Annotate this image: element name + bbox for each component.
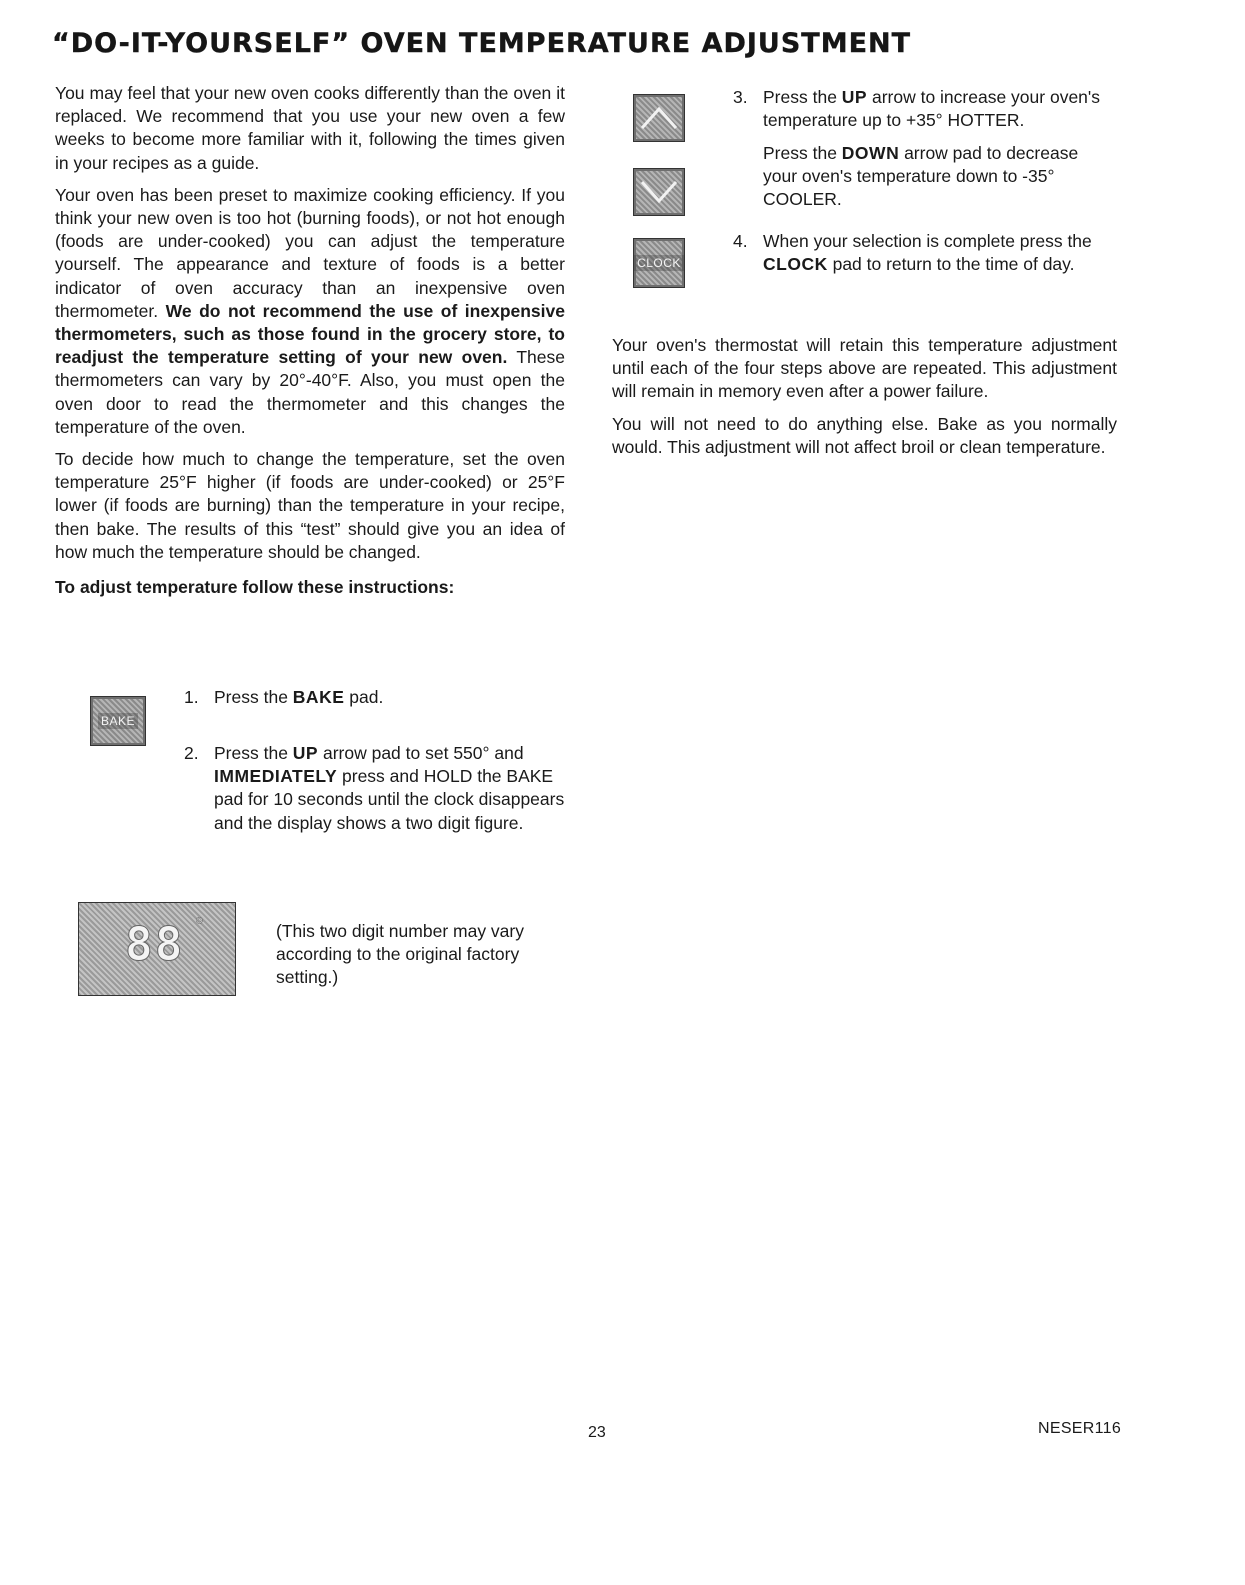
- step-3-number: 3.: [733, 87, 748, 107]
- step-4-text: When your selection is complete press the CLOCK pad to return to the time of day.: [763, 231, 1092, 275]
- up-arrow-pad-icon: [633, 94, 685, 142]
- down-arrow-pad-icon: [633, 168, 685, 216]
- up-arrow-icon: [639, 105, 679, 131]
- instructions-heading: To adjust temperature follow these instructions:: [55, 577, 455, 598]
- page-number: 23: [588, 1424, 606, 1441]
- bake-pad-label: BAKE: [98, 713, 138, 729]
- left-column: [55, 82, 565, 599]
- preset-paragraph: [55, 184, 565, 439]
- thermometer-warning: We do not recommend the use of inexpensive thermometers, such as those found in the grocery store, to readjust the temperature setting of your new oven.: [55, 300, 565, 368]
- thermometer-detail: These thermometers can vary by 20°-40°F. Also, you must open the oven door to read the thermometer and this changes the temperature of the oven.: [55, 347, 565, 437]
- page-title: “DO-IT-YOURSELF” OVEN TEMPERATURE ADJUSTMENT: [52, 28, 912, 59]
- thermostat-paragraph: Your oven's thermostat will retain this temperature adjustment until each of the four steps above are repeated. This adjustment will remain in memory even after a power failure.: [612, 335, 1117, 402]
- step-3-text: Press the UP arrow to increase your oven's temperature up to +35° HOTTER.: [763, 87, 1101, 131]
- step-4-number: 4.: [733, 231, 748, 251]
- clock-pad-label: CLOCK: [634, 255, 684, 271]
- step-2-text: Press the UP arrow pad to set 550° and IMMEDIATELY press and HOLD the BAKE pad for 10 seconds until the clock disappears and the display shows a two digit figure.: [214, 743, 565, 833]
- oven-display-icon: [78, 902, 236, 996]
- document-id: NESER116: [1038, 1420, 1122, 1437]
- down-arrow-icon: [639, 179, 679, 205]
- step-1-number: 1.: [184, 687, 199, 707]
- display-note: (This two digit number may vary according to the original factory setting.): [276, 921, 524, 988]
- preset-text: Your oven has been preset to maximize cooking efficiency. If you think your new oven is too hot (burning foods), or not hot enough (foods are under-cooked) you can adjust the temperature yourself. The appearance and texture of foods is a better indicator of oven accuracy than an inexpensive oven thermometer.: [55, 184, 565, 321]
- display-digits: 88: [125, 917, 185, 971]
- right-column: [612, 334, 1117, 468]
- clock-pad-icon: [633, 238, 685, 288]
- step-3-down: [763, 142, 1117, 212]
- bake-pad-icon: [90, 696, 146, 746]
- step-1-text: Press the BAKE pad.: [214, 687, 384, 707]
- step-3-down-text: Press the DOWN arrow pad to decrease your oven's temperature down to -35° COOLER.: [763, 143, 1079, 210]
- test-paragraph: To decide how much to change the temperature, set the oven temperature 25°F higher (if foods are under-cooked) or 25°F lower (if foods are burning) than the temperature in your recipe, then bake. The results of this “test” should give you an idea of how much the temperature should be changed.: [55, 449, 565, 562]
- step-2-number: 2.: [184, 743, 199, 763]
- intro-paragraph: You may feel that your new oven cooks differently than the oven it replaced. We recommend that you use your new oven a few weeks to become more familiar with it, following the times given in your recipes as a guide.: [55, 83, 565, 173]
- bake-normally-paragraph: You will not need to do anything else. Bake as you normally would. This adjustment will not affect broil or clean temperature.: [612, 413, 1117, 457]
- display-degree-symbol: °: [195, 913, 204, 938]
